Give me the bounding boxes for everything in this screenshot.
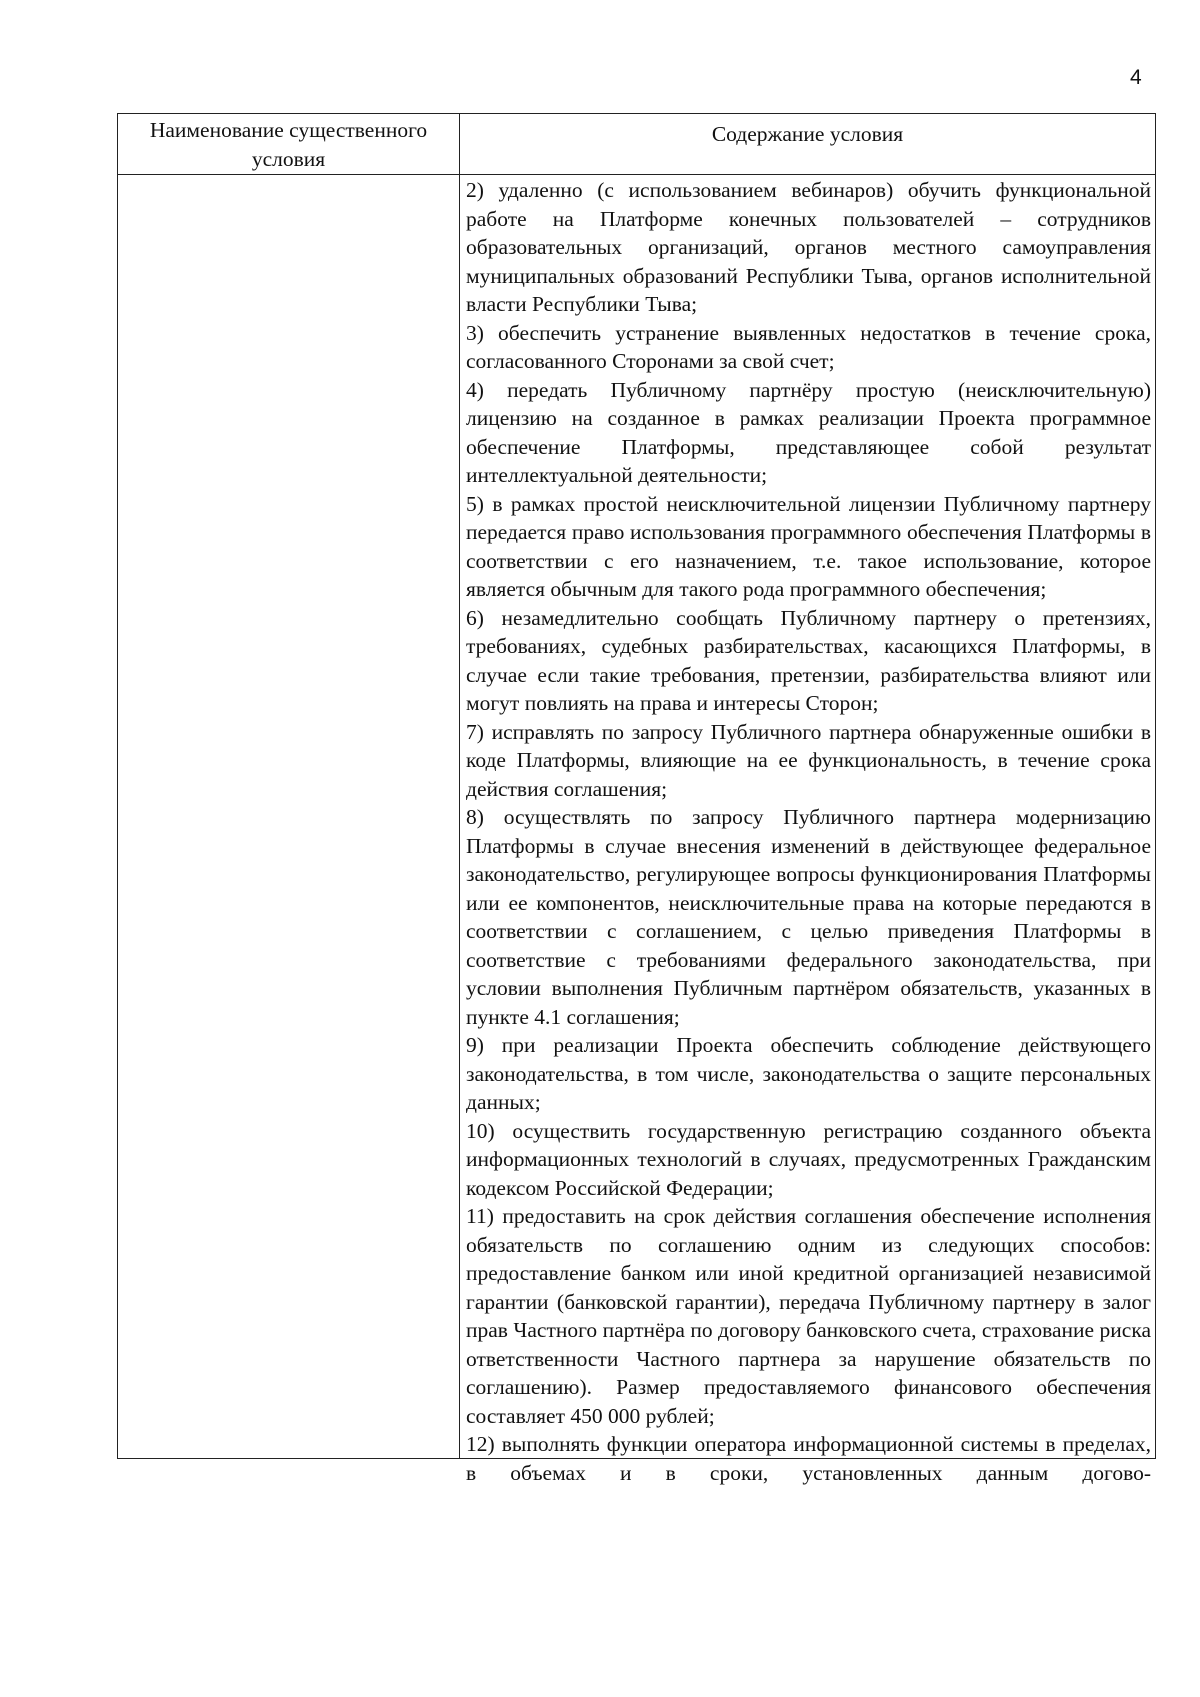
table-header-row	[118, 114, 1156, 175]
header-condition-name: Наименование существенного условия	[118, 114, 460, 175]
clause-11: 11) предоставить на срок действия соглашения обеспечение исполнения обязательств по соглашению одним из следующих способов: предоставление банком или иной кредитной организацией независимой гарантии (банковской гарантии), передача Публичному партнеру в залог прав Частного партнёра по договору банковского счета, страхование риска ответственности Частного партнера за нарушение обязательств по соглашению). Размер предоставляемого финансового обеспечения составляет 450 000 рублей;	[466, 1204, 1151, 1428]
condition-name-cell	[118, 175, 460, 1459]
clause-4: 4) передать Публичному партнёру простую (неисключительную) лицензию на созданное в рамках реализации Проекта программное обеспечение Платформы, представляющее собой результат интеллектуальной деятельности;	[466, 377, 1151, 487]
condition-content-cell	[460, 175, 1156, 1485]
clause-5: 5) в рамках простой неисключительной лицензии Публичному партнеру передается право использования программного обеспечения Платформы в соответствии с его назначением, т.е. такое использование, которое является обычным для такого рода программного обеспечения;	[466, 491, 1151, 601]
clause-2: 2) удаленно (с использованием вебинаров) обучить функциональной работе на Платформе конечных пользователей – сотрудников образовательных организаций, органов местного самоуправления муниципальных образований Республики Тыва, органов исполнительной власти Республики Тыва;	[466, 178, 1151, 316]
clause-7: 7) исправлять по запросу Публичного партнера обнаруженные ошибки в коде Платформы, влияющие на ее функциональность, в течение срока действия соглашения;	[466, 719, 1151, 801]
clause-10: 10) осуществить государственную регистрацию созданного объекта информационных технологий в случаях, предусмотренных Гражданским кодексом Российской Федерации;	[466, 1118, 1151, 1200]
clause-6: 6) незамедлительно сообщать Публичному партнеру о претензиях, требованиях, судебных разбирательствах, касающихся Платформы, в случае если такие требования, претензии, разбирательства влияют или могут повлиять на права и интересы Сторон;	[466, 605, 1151, 715]
page-number: 4	[1130, 66, 1142, 89]
clause-12: 12) выполнять функции оператора информационной системы в пределах, в объемах и в сроки, установленных данным догово-	[466, 1432, 1151, 1485]
conditions-table	[117, 113, 1156, 1485]
clause-9: 9) при реализации Проекта обеспечить соблюдение действующего законодательства, в том числе, законодательства о защите персональных данных;	[466, 1033, 1151, 1114]
clause-3: 3) обеспечить устранение выявленных недостатков в течение срока, согласованного Сторонами за свой счет;	[466, 320, 1151, 373]
table-row	[118, 175, 1156, 1459]
clause-8: 8) осуществлять по запросу Публичного партнера модернизацию Платформы в случае внесения изменений в действующее федеральное законодательство, регулирующее вопросы функционирования Платформы или ее компонентов, неисключительные права на которые передаются в соответствии с соглашением, с целью приведения Платформы в соответствие с требованиями федерального законодательства, при условии выполнения Публичным партнёром обязательств, указанных в пункте 4.1 соглашения;	[466, 805, 1151, 1029]
header-condition-content: Содержание условия	[460, 114, 1156, 175]
